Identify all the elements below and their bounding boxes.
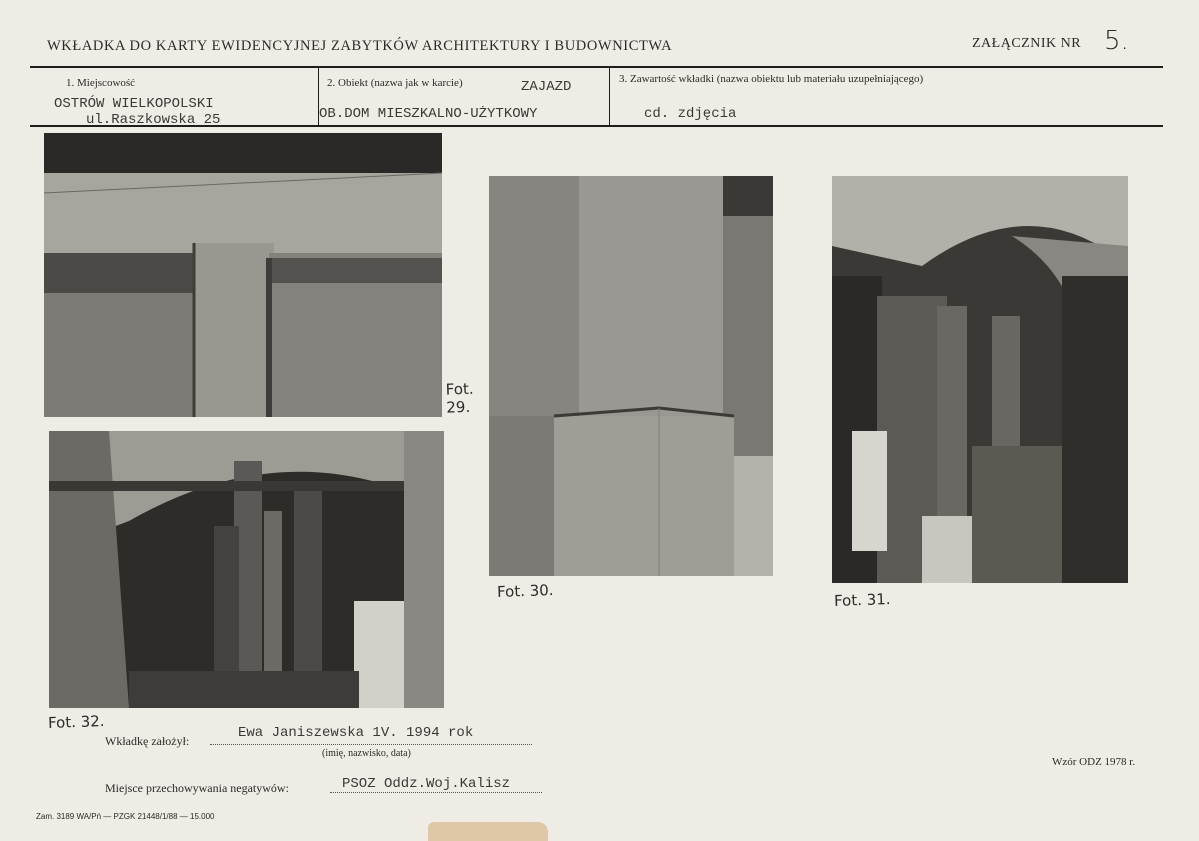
photo-31-caption: Fot. 31.: [833, 590, 891, 610]
object-label: 2. Obiekt (nazwa jak w karcie): [327, 77, 463, 89]
locality-value: OSTRÓW WIELKOPOLSKI: [54, 96, 214, 112]
print-code: Zam. 3189 WA/Pń — PZGK 21448/1/88 — 15.000: [36, 812, 215, 821]
annex-number: 5.: [1104, 26, 1129, 56]
tape-stain: [428, 822, 548, 841]
photo-32-caption: Fot. 32.: [47, 712, 105, 732]
locality-street: ul.Raszkowska 25: [86, 112, 221, 128]
negatives-label: Miejsce przechowywania negatywów:: [105, 781, 289, 795]
divider-2: [609, 66, 610, 126]
inserted-by-label: Wkładkę założył:: [105, 734, 190, 748]
inserted-by-value: Ewa Janiszewska 1V. 1994 rok: [238, 725, 474, 741]
template-code: Wzór ODZ 1978 r.: [1052, 756, 1136, 768]
photo-30-caption: Fot. 30.: [496, 581, 554, 601]
content-value: cd. zdjęcia: [644, 106, 737, 122]
photo-32: [49, 431, 444, 708]
inserted-by-line: [210, 744, 532, 745]
annex-label: ZAŁĄCZNIK NR: [972, 36, 1082, 51]
form-title: WKŁADKA DO KARTY EWIDENCYJNEJ ZABYTKÓW ARCHITEKTURY I BUDOWNICTWA: [47, 38, 673, 54]
photo-30: [489, 176, 773, 576]
negatives-value: PSOZ Oddz.Woj.Kalisz: [342, 776, 511, 792]
photo-29: [44, 133, 442, 417]
object-name: ZAJAZD: [521, 79, 572, 95]
photo-31: [832, 176, 1128, 583]
inserted-by-hint: (imię, nazwisko, data): [322, 748, 411, 759]
photo-29-caption: Fot. 29.: [445, 379, 474, 417]
locality-label: 1. Miejscowość: [66, 77, 136, 89]
content-label: 3. Zawartość wkładki (nazwa obiektu lub materiału uzupełniającego): [619, 73, 924, 85]
object-description: OB.DOM MIESZKALNO-UŻYTKOWY: [319, 106, 538, 122]
negatives-line: [330, 792, 542, 793]
top-rule: [30, 66, 1163, 68]
